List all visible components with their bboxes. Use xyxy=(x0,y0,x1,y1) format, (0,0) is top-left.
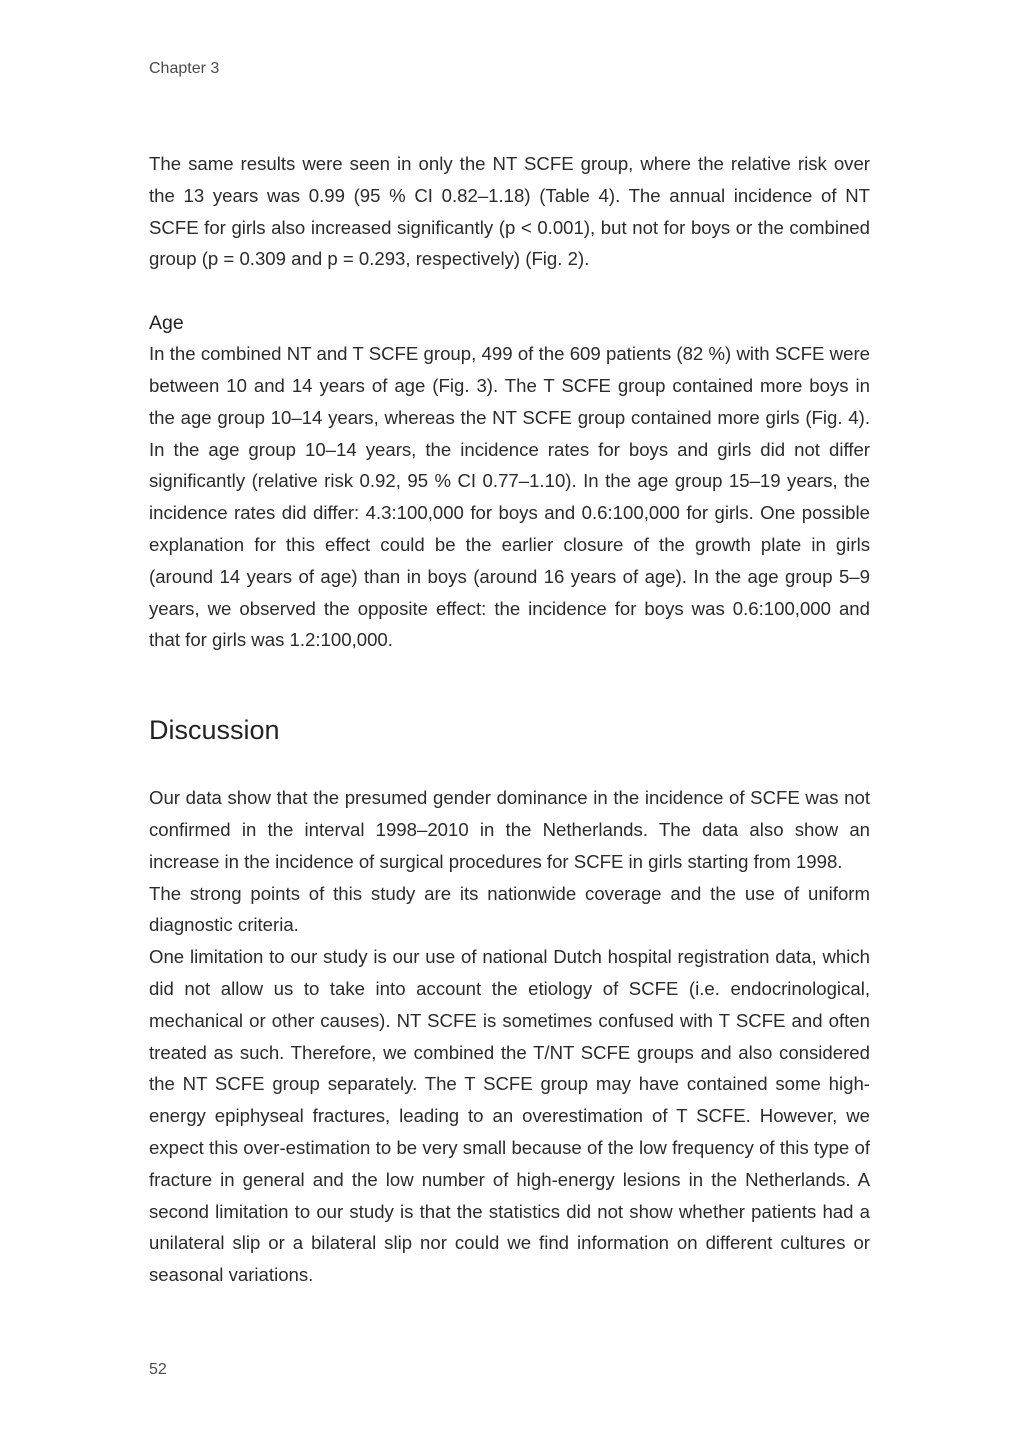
age-paragraph: In the combined NT and T SCFE group, 499 of the 609 patients (82 %) with SCFE were between 10 and 14 years of age (Fig. 3). The T SCFE group contained more boys in the age group 10–14 years, whereas the NT SCFE group contained more girls (Fig. 4). In the age group 10–14 years, the incidence rates for boys and girls did not differ significantly (relative risk 0.92, 95 % CI 0.77–1.10). In the age group 15–19 years, the incidence rates did differ: 4.3:100,000 for boys and 0.6:100,000 for girls. One possible explanation for this effect could be the earlier closure of the growth plate in girls (around 14 years of age) than in boys (around 16 years of age). In the age group 5–9 years, we observed the opposite effect: the incidence for boys was 0.6:100,000 and that for girls was 1.2:100,000. xyxy=(149,343,870,651)
discussion-paragraph-3: One limitation to our study is our use of national Dutch hospital registration data, which did not allow us to take into account the etiology of SCFE (i.e. endocrinological, mechanical or other causes). NT SCFE is sometimes confused with T SCFE and often treated as such. Therefore, we combined the T/NT SCFE groups and also considered the NT SCFE group separately. The T SCFE group may have contained some high-energy epiphyseal fractures, leading to an overestimation of T SCFE. However, we expect this over-estimation to be very small because of the low frequency of this type of fracture in general and the low number of high-energy lesions in the Netherlands. A second limitation to our study is that the statistics did not show whether patients had a unilateral slip or a bilateral slip nor could we find information on different cultures or seasonal variations. xyxy=(149,946,870,1286)
results-paragraph: The same results were seen in only the NT SCFE group, where the relative risk over the 13 years was 0.99 (95 % CI 0.82–1.18) (Table 4). The annual incidence of NT SCFE for girls also increased significantly (p < 0.001), but not for boys or the combined group (p = 0.309 and p = 0.293, respectively) (Fig. 2). xyxy=(149,153,870,270)
age-subheading: Age xyxy=(149,312,184,335)
page-content xyxy=(149,148,870,1291)
discussion-heading: Discussion xyxy=(149,715,280,746)
discussion-paragraph-2: The strong points of this study are its nationwide coverage and the use of uniform diagnostic criteria. xyxy=(149,882,870,936)
discussion-paragraph-1: Our data show that the presumed gender dominance in the incidence of SCFE was not confirmed in the interval 1998–2010 in the Netherlands. The data also show an increase in the incidence of surgical procedures for SCFE in girls starting from 1998. xyxy=(149,787,870,872)
running-head: Chapter 3 xyxy=(149,60,220,77)
page-number: 52 xyxy=(149,1361,167,1378)
